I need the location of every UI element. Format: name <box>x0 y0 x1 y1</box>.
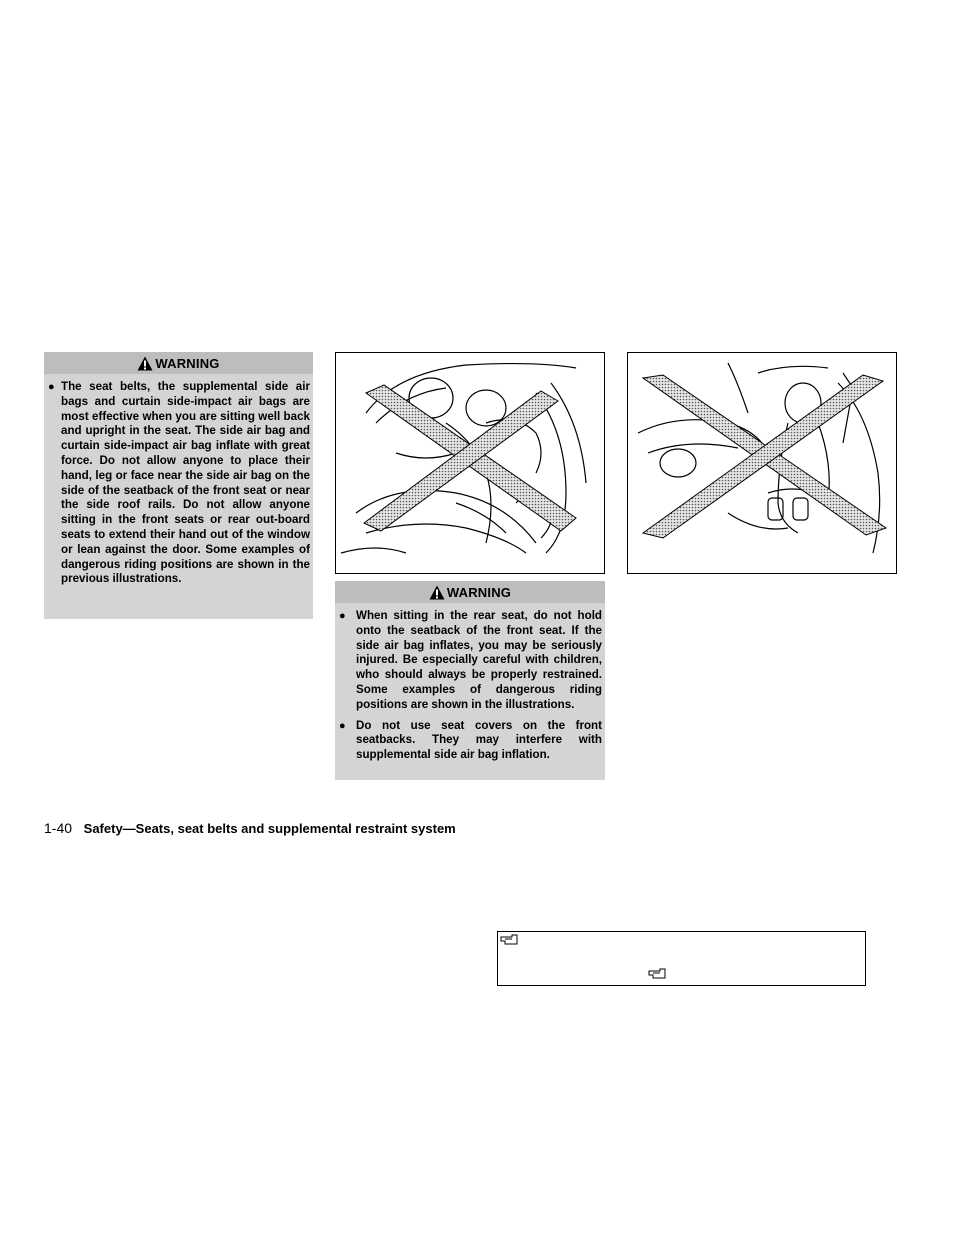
warning-triangle-icon <box>137 356 153 371</box>
reference-note-box <box>497 931 866 986</box>
page-footer <box>44 820 456 836</box>
illustration-front-seat <box>627 352 897 574</box>
page-number: 1-40 <box>44 820 73 836</box>
warning-list <box>44 374 313 593</box>
pointing-hand-icon <box>648 968 668 980</box>
warning-item: ● When sitting in the rear seat, do not hold onto the seatback of the front seat. If the side air bag inflates, you may be seriously injured. Be especially careful with children, who should always be properly restrained. Some examples of dangerous riding positions are shown in the illustrations. <box>339 609 602 711</box>
section-title: Safety—Seats, seat belts and supplemental restraint system <box>83 821 456 836</box>
warning-header <box>44 352 313 374</box>
warning-header <box>335 581 605 603</box>
warning-box-middle <box>335 581 605 780</box>
warning-box-left <box>44 352 313 619</box>
illustration-rear-seat <box>335 352 605 574</box>
front-seat-drawing <box>628 353 896 573</box>
warning-triangle-icon <box>429 585 445 600</box>
warning-item: ● The seat belts, the supplemental side air bags and curtain side-impact air bags are most effective when you are sitting well back and upright in the seat. The side air bag and curtain side-impact air bag inflate with great force. Do not allow anyone to place their hand, leg or face near the side air bag on the side of the seatback of the front seat or near the side roof rails. Do not allow anyone sitting in the front seats or rear out-board seats to extend their hand out of the window or lean against the door. Some examples of dangerous riding positions are shown in the previous illustrations. <box>48 380 310 586</box>
rear-seat-drawing <box>336 353 604 573</box>
pointing-hand-icon <box>500 934 520 946</box>
warning-list <box>335 603 605 769</box>
warning-heading: WARNING <box>155 355 220 371</box>
warning-heading: WARNING <box>446 584 512 600</box>
warning-item: ● Do not use seat covers on the front seatbacks. They may interfere with supplemental side air bag inflation. <box>339 718 602 762</box>
